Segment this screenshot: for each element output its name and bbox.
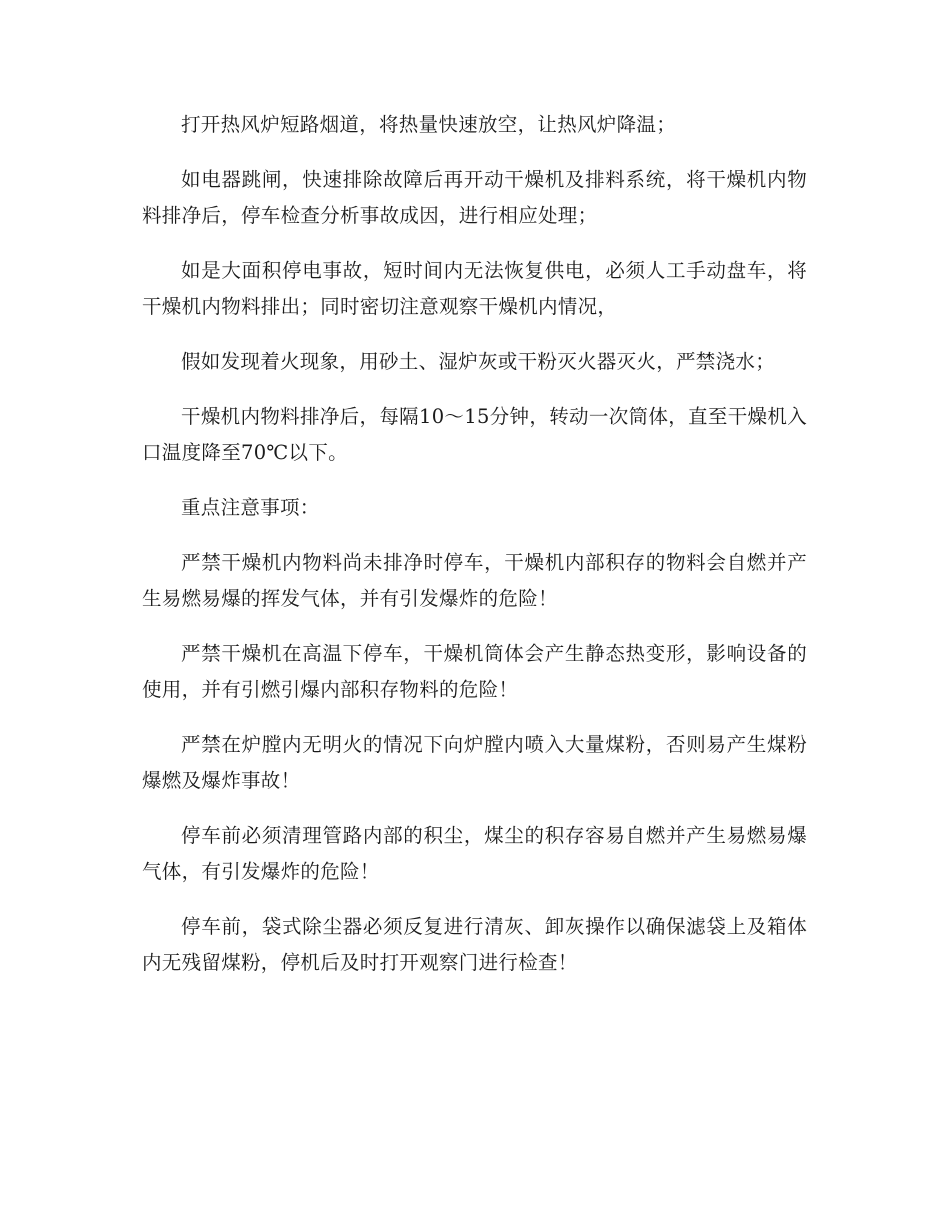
paragraph-no-coal-injection: 严禁在炉膛内无明火的情况下向炉膛内喷入大量煤粉，否则易产生煤粉爆燃及爆炸事故！ — [142, 733, 807, 792]
paragraph-electrical-trip: 如电器跳闸，快速排除故障后再开动干燥机及排料系统，将干燥机内物料排净后，停车检查分析事故成因，进行相应处理； — [142, 168, 807, 227]
paragraph-key-notes-heading: 重点注意事项： — [181, 496, 320, 519]
paragraph-no-stop-before-discharge: 严禁干燥机内物料尚未排净时停车，干燥机内部积存的物料会自燃并产生易燃易爆的挥发气体，并有引发爆炸的危险！ — [142, 551, 807, 610]
paragraph-fire-found: 假如发现着火现象，用砂土、湿炉灰或干粉灭火器灭火，严禁浇水； — [181, 350, 776, 373]
paragraph-vent-hot-air-furnace: 打开热风炉短路烟道，将热量快速放空，让热风炉降温； — [181, 113, 677, 136]
document-body — [142, 107, 807, 1000]
paragraph-bag-filter-cleaning: 停车前，袋式除尘器必须反复进行清灰、卸灰操作以确保滤袋上及箱体内无残留煤粉，停机后及时打开观察门进行检查！ — [142, 915, 807, 974]
paragraph-rotate-drum: 干燥机内物料排净后，每隔10～15分钟，转动一次筒体，直至干燥机入口温度降至70℃以下。 — [142, 405, 807, 464]
paragraph-clean-pipe-dust: 停车前必须清理管路内部的积尘，煤尘的积存容易自燃并产生易燃易爆气体，有引发爆炸的危险！ — [142, 824, 807, 883]
paragraph-power-outage: 如是大面积停电事故，短时间内无法恢复供电，必须人工手动盘车，将干燥机内物料排出；同时密切注意观察干燥机内情况， — [142, 259, 807, 318]
paragraph-no-stop-high-temp: 严禁干燥机在高温下停车，干燥机筒体会产生静态热变形，影响设备的使用，并有引燃引爆内部积存物料的危险！ — [142, 642, 807, 701]
